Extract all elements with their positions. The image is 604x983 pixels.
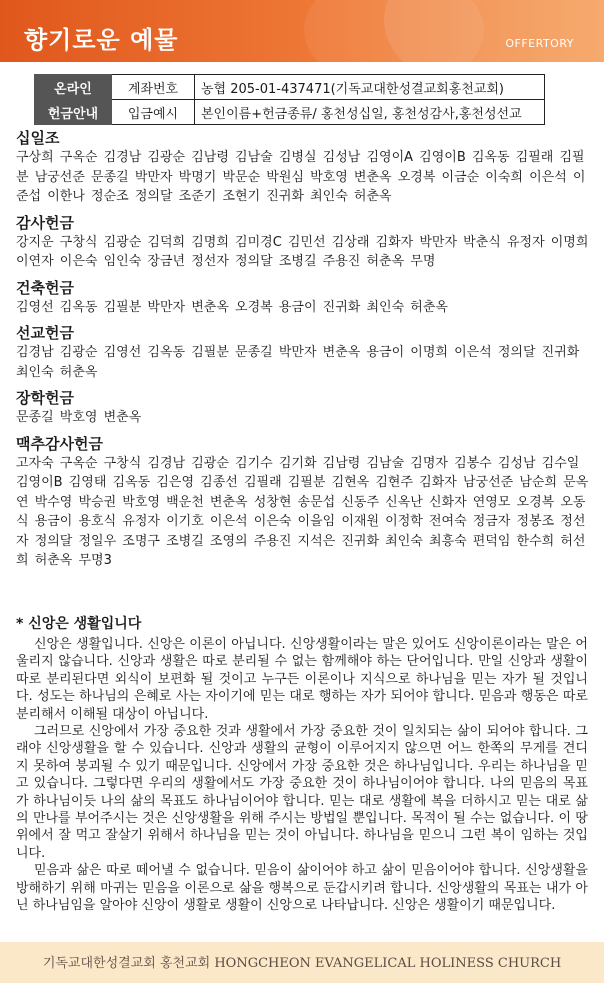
section-harvest-thanksgiving [16, 434, 592, 571]
donor-names: 문종길 박호영 변춘옥 [16, 410, 142, 425]
section-building [16, 278, 592, 318]
donor-names: 김경남 김광순 김영선 김옥동 김필분 문종길 박만자 변춘옥 용금이 이명희 이은석 정의달 진귀화 최인숙 허춘옥 [16, 345, 580, 380]
page-subtitle: OFFERTORY [505, 37, 574, 50]
deposit-example-value: 본인이름+헌금종류/ 홍천성십일, 홍천성감사,홍천성선교 [195, 100, 545, 125]
church-name: 기독교대한성결교회 홍천교회 HONGCHEON EVANGELICAL HOLINESS CHURCH [42, 956, 562, 971]
section-scholarship [16, 388, 592, 428]
account-number-key: 계좌번호 [112, 75, 195, 100]
section-tithe [16, 128, 592, 207]
page-header [0, 0, 604, 62]
donor-names: 구상희 구옥순 김경남 김광순 김남령 김남술 김병실 김성남 김영이A 김영이B 김옥동 김필래 김필분 남궁선준 문종길 박만자 박명기 박문순 박원심 박호영 변춘옥 오경복 이금순 이숙희 이은석 이준섭 이한나 정순조 정의달 조준기 조현기 진귀화 최인숙 허춘옥 [16, 150, 586, 204]
article-paragraph: 신앙은 생활입니다. 신앙은 이론이 아닙니다. 신앙생활이라는 말은 있어도 신앙이론이라는 말은 어울리지 않습니다. 신앙과 생활은 따로 분리될 수 없는 함께해야 하는 단어입니다. 만일 신앙과 생활이 따로 분리된다면 외식이 보편화 될 것이고 누구든 이론이나 지식으로 하나님을 믿는 자가 될 것입니다. 성도는 하나님의 은혜로 사는 자이기에 믿는 대로 행하는 자가 되어야 합니다. 믿음과 행동은 따로 분리해서 이해될 대상이 아닙니다. [16, 637, 588, 722]
article-paragraph: 그러므로 신앙에서 가장 중요한 것과 생활에서 가장 중요한 것이 일치되는 삶이 되어야 합니다. 그래야 신앙생활을 할 수 있습니다. 신앙과 생활의 균형이 이루어지지 않으면 어느 한쪽의 무게를 견디지 못하여 붕괴될 수 있기 때문입니다. 신앙에서 가장 중요한 것은 하나님입니다. 우리는 하나님을 믿고 있습니다. 그렇다면 우리의 생활에서도 가장 중요한 것이 하나님이어야 합니다. 나의 믿음의 목표가 하나님이듯 나의 삶의 목표도 하나님이어야 합니다. 믿는 대로 생활에 복을 더하시고 믿는 대로 삶의 만나를 부어주시는 것은 신앙생활을 위해 주시는 방법일 뿐입니다. 목적이 될 수는 없습니다. 이 땅 위에서 잘 먹고 잘살기 위해서 하나님을 믿는 것이 아닙니다. 하나님을 믿으니 그런 복이 임하는 것입니다. [16, 724, 588, 861]
page-title: 향기로운 예물 [24, 26, 179, 54]
account-number-value: 농협 205-01-437471(기독교대한성결교회홍천교회) [195, 75, 545, 100]
online-offering-table [34, 74, 545, 125]
donor-names: 김영선 김옥동 김필분 박만자 변춘옥 오경복 용금이 진귀화 최인숙 허춘옥 [16, 299, 448, 315]
section-title: 건축헌금 [16, 278, 74, 297]
section-title: 선교헌금 [16, 324, 74, 342]
header-decoration [304, 0, 484, 62]
donor-names: 고자숙 구옥순 구창식 김경남 김광순 김기수 김기화 김남령 김남술 김명자 김봉수 김성남 김수일 김영이B 김영태 김옥동 김은영 김종선 김필래 김필분 김현옥 김현주 김화자 남궁선준 남순희 문옥연 박수영 박승권 박호영 백운천 변춘옥 성창현 송문섭 신동주 신옥난 신화자 연영모 오경복 오동식 용금이 용호식 유정자 이기호 이은석 이은숙 이을임 이재원 이정학 전여숙 정금자 정봉조 정선자 정의달 정일우 조명구 조병길 조영의 주용진 지석은 진귀화 최인숙 최흥숙 편덕임 한수희 허선희 허춘옥 무명3 [16, 455, 589, 568]
article-heading: * 신앙은 생활입니다 [16, 616, 142, 632]
online-label: 온라인 [35, 75, 112, 100]
deposit-example-key: 입금예시 [112, 100, 195, 125]
donor-names: 강지운 구창식 김광순 김덕희 김명희 김미경C 김민선 김상래 김화자 박만자 박춘식 유정자 이명희 이연자 이은숙 임인숙 장금년 정선자 정의달 조병길 주용진 허춘옥 무명 [16, 234, 589, 269]
section-title: 십일조 [16, 129, 60, 147]
section-title: 맥추감사헌금 [16, 434, 103, 453]
section-title: 감사헌금 [16, 213, 74, 232]
article-paragraph: 믿음과 삶은 따로 떼어낼 수 없습니다. 믿음이 삶이어야 하고 삶이 믿음이어야 합니다. 신앙생활을 방해하기 위해 마귀는 믿음을 이론으로 삶을 행복으로 둔갑시키려 합니다. 신앙생활의 목표는 내가 아닌 하나님임을 알아야 신앙이 생활로 생활이 신앙으로 나타납니다. 신앙은 생활이기 때문입니다. [16, 863, 588, 914]
offering-guide-label: 헌금안내 [35, 100, 112, 125]
devotional-article [16, 614, 588, 915]
page-footer [0, 942, 604, 983]
section-thanksgiving [16, 213, 592, 272]
section-mission [16, 323, 592, 382]
offering-lists [16, 128, 592, 577]
section-title: 장학헌금 [16, 389, 74, 407]
